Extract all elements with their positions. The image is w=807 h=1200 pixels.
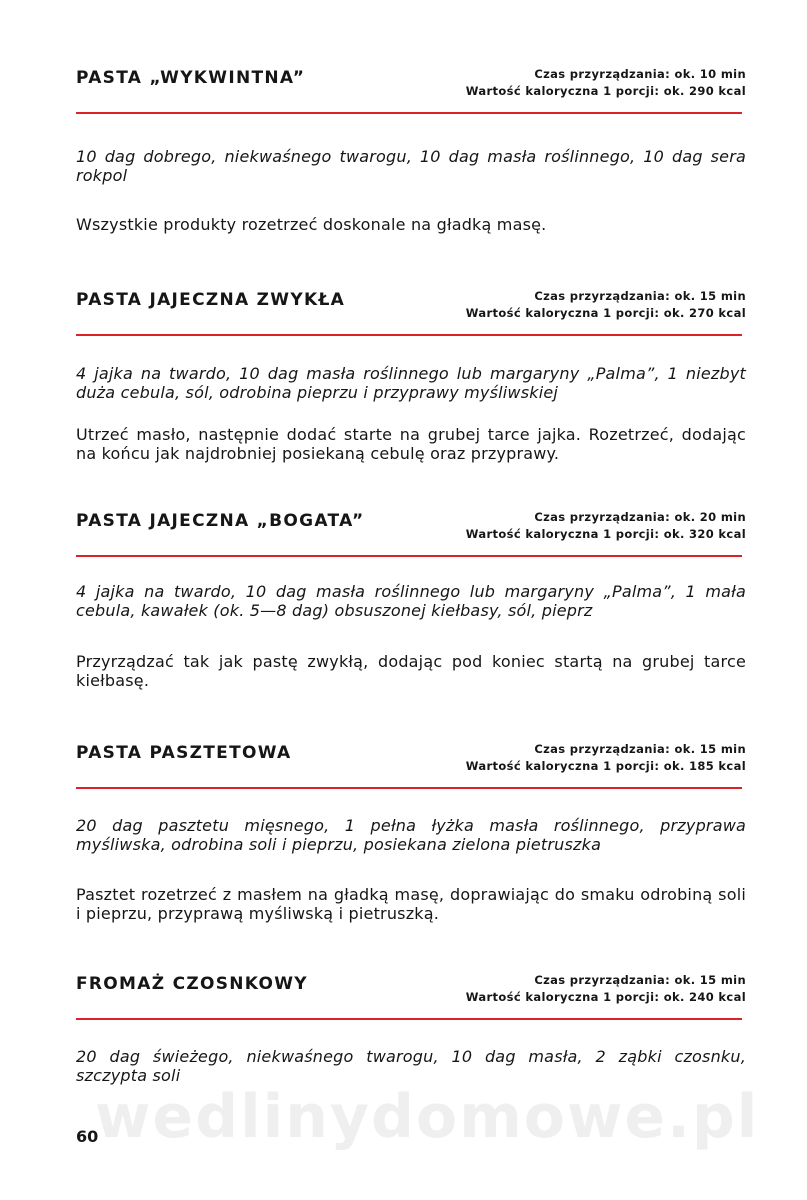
recipe-wykwintna	[76, 66, 746, 234]
recipe-meta	[466, 972, 746, 1006]
recipe-meta	[466, 66, 746, 100]
ingredients: 4 jajka na twardo, 10 dag masła roślinnego lub margaryny „Palma”, 1 niezbyt duża cebula, sól, odrobina pieprzu i przyprawy myśliwskiej	[76, 364, 746, 402]
red-divider	[76, 555, 742, 557]
method: Utrzeć masło, następnie dodać starte na grubej tarce jajka. Rozetrzeć, dodając na końcu jak najdrobniej posiekaną cebulę oraz przyprawy.	[76, 425, 746, 463]
recipe-header	[76, 509, 746, 549]
recipe-header	[76, 66, 746, 106]
recipe-header	[76, 288, 746, 328]
recipe-header	[76, 741, 746, 781]
ingredients: 10 dag dobrego, niekwaśnego twarogu, 10 dag masła roślinnego, 10 dag sera rokpol	[76, 147, 746, 185]
method: Pasztet rozetrzeć z masłem na gładką masę, doprawiając do smaku odrobiną soli i pieprzu, przyprawą myśliwską i pietruszką.	[76, 885, 746, 923]
recipe-title: FROMAŻ CZOSNKOWY	[76, 974, 308, 994]
recipe-fromaz-czosnkowy	[76, 972, 746, 1085]
recipe-title: PASTA JAJECZNA „BOGATA”	[76, 511, 365, 531]
calories: Wartość kaloryczna 1 porcji: ok. 240 kcal	[465, 990, 746, 1004]
recipe-title: PASTA JAJECZNA ZWYKŁA	[76, 290, 346, 310]
recipe-title: PASTA PASZTETOWA	[76, 743, 292, 763]
recipe-meta	[466, 741, 746, 775]
recipe-jajeczna-bogata	[76, 509, 746, 690]
page-number: 60	[76, 1127, 99, 1146]
recipe-title: PASTA „WYKWINTNA”	[76, 68, 306, 88]
ingredients: 20 dag pasztetu mięsnego, 1 pełna łyżka masła roślinnego, przyprawa myśliwska, odrobina soli i pieprzu, posiekana zielona pietruszka	[76, 816, 746, 854]
prep-time: Czas przyrządzania: ok. 20 min	[534, 510, 746, 524]
recipe-meta	[466, 509, 746, 543]
calories: Wartość kaloryczna 1 porcji: ok. 270 kcal	[465, 306, 746, 320]
prep-time: Czas przyrządzania: ok. 15 min	[534, 742, 746, 756]
red-divider	[76, 334, 742, 336]
red-divider	[76, 112, 742, 114]
ingredients: 20 dag świeżego, niekwaśnego twarogu, 10 dag masła, 2 ząbki czosnku, szczypta soli	[76, 1047, 746, 1085]
prep-time: Czas przyrządzania: ok. 15 min	[534, 289, 746, 303]
calories: Wartość kaloryczna 1 porcji: ok. 290 kcal	[465, 84, 746, 98]
watermark: wedlinydomowe.pl	[95, 1082, 760, 1152]
ingredients: 4 jajka na twardo, 10 dag masła roślinnego lub margaryny „Palma”, 1 mała cebula, kawałek (ok. 5—8 dag) obsuszonej kiełbasy, sól, pieprz	[76, 582, 746, 620]
red-divider	[76, 787, 742, 789]
calories: Wartość kaloryczna 1 porcji: ok. 320 kcal	[465, 527, 746, 541]
recipe-jajeczna-zwykla	[76, 288, 746, 463]
recipe-meta	[466, 288, 746, 322]
prep-time: Czas przyrządzania: ok. 10 min	[534, 67, 746, 81]
recipe-header	[76, 972, 746, 1012]
method: Wszystkie produkty rozetrzeć doskonale na gładką masę.	[76, 215, 547, 234]
red-divider	[76, 1018, 742, 1020]
calories: Wartość kaloryczna 1 porcji: ok. 185 kcal	[465, 759, 746, 773]
prep-time: Czas przyrządzania: ok. 15 min	[534, 973, 746, 987]
recipe-pasztetowa	[76, 741, 746, 923]
method: Przyrządzać tak jak pastę zwykłą, dodając pod koniec startą na grubej tarce kiełbasę.	[76, 652, 746, 690]
